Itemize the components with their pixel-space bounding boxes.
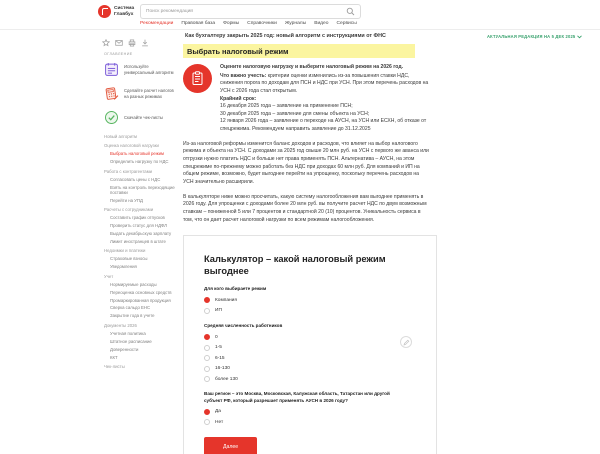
callout-deadline-label: Крайний срок: [220, 95, 257, 102]
logo-line2: Главбух [114, 11, 134, 17]
toc-item[interactable]: Расчеты с сотрудниками [104, 207, 154, 213]
checklist-badge-icon [183, 64, 212, 93]
toc-item[interactable]: Учетная политика [110, 330, 146, 336]
toc-item[interactable]: Уведомления [110, 264, 137, 270]
radio-icon[interactable] [204, 419, 210, 425]
radio-label: более 130 [215, 376, 238, 382]
quicklink-label: Скачайте чек-листы [124, 114, 163, 120]
radio-label: ИП [215, 308, 222, 314]
header [0, 0, 600, 30]
print-icon[interactable] [127, 38, 136, 47]
nav-item[interactable]: Журналы [284, 21, 307, 26]
favorite-star-icon[interactable] [101, 38, 110, 47]
radio-option[interactable] [204, 355, 416, 361]
radio-icon[interactable] [204, 409, 210, 415]
callout-lead: Оцените налоговую нагрузку и выберите налоговый режим на 2026 год. [220, 64, 404, 70]
radio-group [204, 297, 416, 314]
radio-icon[interactable] [204, 297, 210, 303]
radio-icon[interactable] [204, 376, 210, 382]
calculator-group [204, 286, 416, 314]
toc-item[interactable]: Недоимки и платежи [104, 248, 146, 254]
toc-item[interactable]: Определить нагрузку по НДС [110, 159, 169, 165]
radio-label: 16-130 [215, 366, 230, 372]
logo-text [114, 6, 134, 18]
toc-item[interactable]: ККТ [110, 354, 118, 360]
nav-item[interactable]: Сервисы [336, 21, 357, 26]
article-toolbar [101, 38, 149, 47]
calculator-icon [104, 86, 119, 101]
group-label: Средняя численность работников [204, 322, 283, 328]
group-label: Ваш регион – это Москва, Московская, Калужская область, Татарстан или другой субъект РФ, который разрешает применять АУСН в 2026 году? [204, 391, 390, 403]
nav-item[interactable]: Формы [223, 21, 240, 26]
search-icon[interactable] [346, 7, 355, 16]
radio-option[interactable] [204, 366, 416, 372]
toc-item[interactable]: Страховые взносы [110, 256, 148, 262]
toc-item[interactable]: Новый алгоритм [104, 134, 137, 139]
nav-item[interactable]: Справочники [247, 21, 277, 26]
toc-item[interactable]: Составить график отпусков [110, 215, 165, 221]
radio-option[interactable] [204, 376, 416, 382]
calendar-algorithm-icon [104, 62, 119, 77]
quicklink-tax-calculation[interactable] [104, 86, 182, 101]
toc-item[interactable]: Согласовать цены с НДС [110, 176, 161, 182]
radio-icon[interactable] [204, 334, 210, 340]
quicklink-label: Используйте универсальный алгоритм [124, 64, 174, 75]
radio-option[interactable] [204, 308, 416, 314]
radio-icon[interactable] [204, 366, 210, 372]
quicklink-universal-algorithm[interactable] [104, 62, 182, 77]
toc-item[interactable]: Лимит иностранцев в штате [110, 239, 166, 245]
edition-dropdown[interactable] [487, 34, 582, 39]
course-title-link[interactable]: Как бухгалтеру закрыть 2025 год: новый алгоритм с инструкциями от ФНС [185, 33, 386, 39]
calculator-groups [204, 286, 416, 425]
email-icon[interactable] [114, 38, 123, 47]
chevron-down-icon [577, 35, 582, 39]
toc-item[interactable]: Чек-листы [104, 363, 125, 369]
deadline-line: 30 декабря 2025 года – заявление для смены объекта на УСН; [220, 110, 370, 117]
next-button[interactable]: Далее [204, 437, 257, 454]
calculator-title: Калькулятор – какой налоговый режим выгоднее [204, 254, 386, 277]
toc-item[interactable]: Проверить статус для НДФЛ [110, 223, 167, 229]
toc-item[interactable]: Работа с контрагентами [104, 168, 153, 174]
toc-item[interactable]: Переоценка основных средств [110, 289, 172, 295]
toc-item[interactable]: Учет [104, 273, 114, 279]
toc-item[interactable]: Нормируемые расходы [110, 281, 157, 287]
calculator-group [204, 391, 416, 425]
download-icon[interactable] [140, 38, 149, 47]
radio-label: Да [215, 409, 221, 415]
quicklink-label: Сделайте расчет налогов на разных режимах [124, 88, 174, 99]
nav-item[interactable]: Видео [314, 21, 329, 26]
article-title: Выбрать налоговый режим [183, 44, 415, 58]
search-input[interactable] [146, 9, 342, 14]
radio-label: Компания [215, 297, 237, 303]
callout-important-label: Что важно учесть: [220, 72, 267, 79]
logo-icon [98, 5, 111, 18]
toc-item[interactable]: Закрытие года в учете [110, 313, 155, 319]
search-bar [140, 4, 361, 19]
radio-group [204, 334, 416, 382]
deadline-line: 12 января 2026 года – заявление о переходе на АУСН, на УСН или ЕСХН, об отказе от спецрежима. Рекомендуем направить заявление до 31.12.2025 [220, 118, 427, 133]
radio-icon[interactable] [204, 308, 210, 314]
callout-important [220, 73, 430, 96]
radio-label: 6-15 [215, 355, 225, 361]
toc-item[interactable]: Доверенности [110, 346, 139, 352]
radio-option[interactable] [204, 409, 416, 415]
radio-icon[interactable] [204, 345, 210, 351]
paragraph: Из-за налоговой реформы изменится баланс доходов и расходов, что влияет на выбор налогового режима и объекта на УСН. С доходами за 2025 год свыше 20 млн руб. на УСН с первого же аванса или отгрузки нужно платить НДС и больше нет права применять ПСН. Альтернатива – АУСН, на этом спецрежиме по-прежнему можно работать без НДС при доходах 60 млн руб. Для компаний и ИП на общем режиме, возможно, будет выгоднее перейти на упрощенку, поскольку перечень расходов на УСН значительно расширили. [183, 140, 429, 185]
quicklink-checklists[interactable] [104, 110, 182, 125]
toc-item[interactable]: Штатное расписание [110, 338, 152, 344]
radio-label: 1-5 [215, 345, 222, 351]
toc-item[interactable]: Выдать декабрьскую зарплату [110, 231, 172, 237]
radio-group [204, 409, 416, 426]
radio-option[interactable] [204, 345, 416, 351]
radio-label: 0 [215, 334, 218, 340]
nav-item[interactable]: Рекомендации [140, 21, 174, 26]
callout-body [220, 64, 430, 134]
callout-important-text: критерии оценки изменились из-за повышения ставки НДС, снижения порога по доходам для ПСН и НДС при УСН. При этом перечень расходов на УСН с 2026 года стал открытым. [220, 72, 429, 94]
checkmark-circle-icon [104, 110, 119, 125]
article [183, 44, 437, 454]
radio-option[interactable] [204, 297, 416, 303]
toc-item[interactable]: Оценка налоговой нагрузки [104, 143, 159, 149]
group-label: Для кого выбираете режим [204, 286, 267, 292]
main-nav [140, 21, 357, 26]
paragraph: В калькуляторе ниже можно просчитать, какую систему налогообложения вам выгоднее применять в 2026 году. Для упрощенки с доходами более 20 млн руб. вы получите расчет НДС по двум возможным ставкам – пониженной 5 или 7 процентов и стандартной 20 (10) процентов. Уникальность сервиса в том, что он дает расчет налоговой нагрузки по всем режимам налогообложения. [183, 193, 427, 223]
glavbukh-logo[interactable] [98, 5, 134, 18]
toc-item[interactable]: Выбрать налоговый режим [110, 151, 164, 157]
radio-option[interactable] [204, 334, 416, 340]
summary-callout [183, 64, 437, 134]
toc-item[interactable]: Сверка сальдо ЕНС [110, 305, 151, 311]
radio-label: Нет [215, 419, 224, 425]
callout-deadlines [220, 103, 430, 134]
toc-item[interactable]: Взять на контроль переходящие поставки [110, 184, 175, 195]
sidebar [104, 52, 182, 369]
calculator-group [204, 323, 416, 382]
table-of-contents [104, 134, 182, 369]
toc-item[interactable]: Промаркированная продукция [110, 297, 171, 303]
article-paragraphs [183, 141, 437, 224]
radio-option[interactable] [204, 419, 416, 425]
deadline-line: 16 декабря 2025 года – заявление на применение ПСН; [220, 103, 353, 110]
nav-item[interactable]: Правовая база [181, 21, 216, 26]
logo-line1: Система [114, 5, 135, 11]
toc-item[interactable]: Документы 2026 [104, 322, 137, 328]
toc-heading: ОГЛАВЛЕНИЕ [104, 52, 133, 56]
radio-icon[interactable] [204, 355, 210, 361]
toc-item[interactable]: Перейти на УПД [110, 197, 143, 203]
edition-label: АКТУАЛЬНАЯ РЕДАКЦИЯ НА 5 ДЕК 2025 [487, 34, 576, 39]
tax-calculator [183, 235, 437, 454]
